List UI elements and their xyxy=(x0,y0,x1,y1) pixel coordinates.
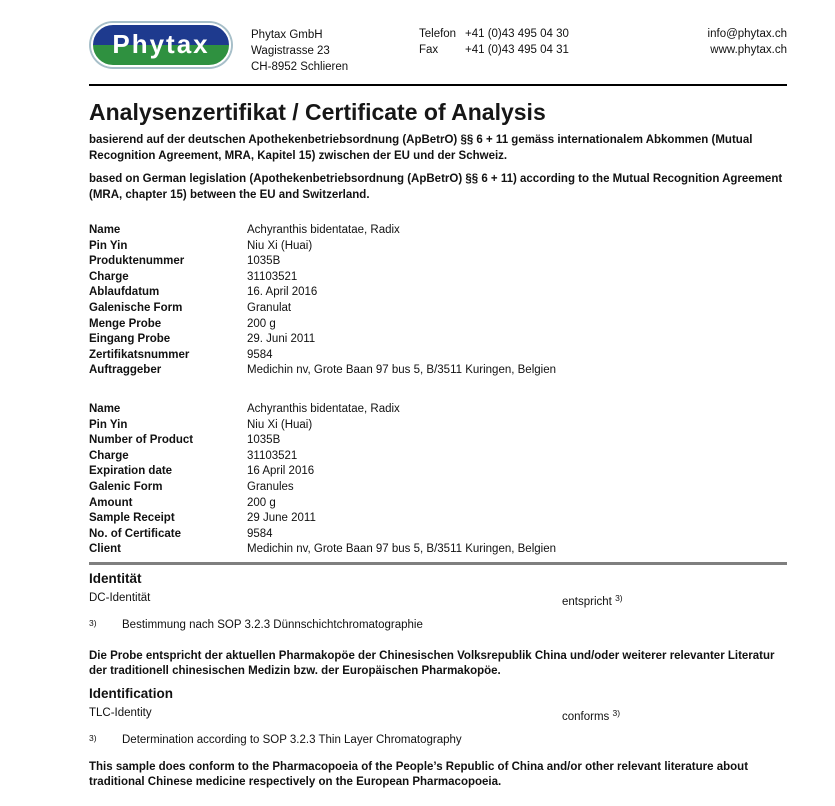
telefon-label: Telefon xyxy=(419,28,457,40)
detail-label: Produktenummer xyxy=(89,255,185,268)
detail-label: Number of Product xyxy=(89,434,194,447)
detail-value: Granules xyxy=(247,480,294,493)
detail-value: 1035B xyxy=(247,255,281,268)
fax-number: +41 (0)43 495 04 31 xyxy=(465,44,569,56)
detail-value: Niu Xi (Huai) xyxy=(247,418,313,431)
footnote-marker: 3) xyxy=(89,617,97,628)
detail-value: 29. Juni 2011 xyxy=(247,333,316,346)
detail-value: 31103521 xyxy=(247,449,298,462)
details-block-de xyxy=(89,223,787,379)
identity-heading-en: Identification xyxy=(89,685,173,701)
conclusion-en: This sample does conform to the Pharmacopoeia of the People’s Republic of China and/or other relevant literature about traditional Chinese medicine respectively on the European Pharmacopoeia. xyxy=(89,760,749,789)
detail-value: 16. April 2016 xyxy=(247,286,318,299)
footnote-ref: 3) xyxy=(615,592,623,603)
detail-row xyxy=(89,348,787,364)
detail-value: 9584 xyxy=(247,348,273,361)
detail-label: Galenic Form xyxy=(89,480,163,493)
detail-row xyxy=(89,527,787,543)
logo-wordmark: Phytax xyxy=(112,29,210,59)
website-url: www.phytax.ch xyxy=(710,44,787,56)
detail-value: 29 June 2011 xyxy=(247,512,316,525)
detail-label: Name xyxy=(89,224,121,236)
detail-label: Zertifikatsnummer xyxy=(89,348,190,361)
test-result-en: conforms $^{3)}$ xyxy=(562,707,621,723)
test-label-en: TLC-Identity xyxy=(89,706,152,719)
detail-value: 1035B xyxy=(247,434,281,447)
detail-label: Charge xyxy=(89,449,129,462)
detail-row xyxy=(89,433,787,449)
detail-row xyxy=(89,317,787,333)
contact-block xyxy=(708,23,787,58)
detail-value: Achyranthis bidentatae, Radix xyxy=(247,402,400,415)
details-block-en xyxy=(89,402,787,558)
identity-test-row-en xyxy=(89,706,787,723)
detail-value: Granulat xyxy=(247,301,292,314)
page-title: Analysenzertifikat / Certificate of Analysis xyxy=(89,99,546,125)
detail-row xyxy=(89,285,787,301)
intro-paragraph-en: based on German legislation (Apothekenbetriebsordnung (ApBetrO) §§ 6 + 11) according to the Mutual Recognition Agreement (MRA, chapter 15) between the EU and Switzerland. xyxy=(89,173,783,201)
detail-label: Sample Receipt xyxy=(89,512,175,525)
detail-label: Pin Yin xyxy=(89,418,128,431)
detail-row xyxy=(89,480,787,496)
detail-label: Eingang Probe xyxy=(89,333,171,346)
detail-row xyxy=(89,254,787,270)
detail-value: 31103521 xyxy=(247,270,298,283)
detail-label: Expiration date xyxy=(89,465,173,478)
detail-value: 200 g xyxy=(247,317,276,330)
detail-label: Pin Yin xyxy=(89,239,128,252)
detail-row xyxy=(89,332,787,348)
identity-heading-de: Identität xyxy=(89,570,142,586)
detail-row xyxy=(89,496,787,512)
detail-label: Client xyxy=(89,543,121,556)
footnote-ref: 3) xyxy=(612,707,621,718)
detail-label: No. of Certificate xyxy=(89,527,182,540)
telefon-number: +41 (0)43 495 04 30 xyxy=(465,28,569,40)
detail-row xyxy=(89,270,787,286)
detail-value: Medichin nv, Grote Baan 97 bus 5, B/3511 Kuringen, Belgien xyxy=(247,543,556,556)
fax-label: Fax xyxy=(419,44,439,56)
footnote-marker: 3) xyxy=(89,732,97,743)
company-address xyxy=(251,23,419,75)
detail-value: 200 g xyxy=(247,496,276,509)
header-divider xyxy=(89,84,787,86)
detail-row xyxy=(89,301,787,317)
detail-label: Menge Probe xyxy=(89,317,162,330)
footnote-en xyxy=(89,733,787,748)
detail-label: Charge xyxy=(89,270,129,283)
detail-label: Name xyxy=(89,402,121,415)
detail-row xyxy=(89,511,787,527)
email-address: info@phytax.ch xyxy=(707,28,787,40)
letterhead xyxy=(89,0,787,75)
detail-label: Auftraggeber xyxy=(89,364,162,377)
phone-block xyxy=(419,23,569,58)
detail-label: Ablaufdatum xyxy=(89,286,160,299)
company-name: Phytax GmbH xyxy=(251,29,323,41)
detail-row xyxy=(89,464,787,480)
detail-value: 9584 xyxy=(247,527,273,540)
conclusion-de: Die Probe entspricht der aktuellen Pharmakopöe der Chinesischen Volksrepublik China und/oder weiterer relevanter Literatur der traditionell chinesischen Medizin bzw. der Europäischen Pharmakopöe. xyxy=(89,649,775,678)
detail-row xyxy=(89,239,787,255)
detail-value: Medichin nv, Grote Baan 97 bus 5, B/3511 Kuringen, Belgien xyxy=(247,364,556,377)
detail-row xyxy=(89,542,787,558)
detail-row xyxy=(89,363,787,379)
footnote-text-en: Determination according to SOP 3.2.3 Thin Layer Chromatography xyxy=(122,733,462,746)
detail-value: 16 April 2016 xyxy=(247,465,315,478)
detail-row xyxy=(89,449,787,465)
phytax-logo xyxy=(91,23,231,67)
intro-paragraph-de: basierend auf der deutschen Apothekenbetriebsordnung (ApBetrO) §§ 6 + 11 gemäss internationalem Abkommen (Mutual Recognition Agreement, MRA, Kapitel 15) zwischen der EU und der Schweiz. xyxy=(89,134,753,162)
detail-row xyxy=(89,402,787,418)
detail-value: Achyranthis bidentatae, Radix xyxy=(247,224,400,236)
test-result-de: entspricht $^{3)}$ xyxy=(562,592,623,608)
footnote-text-de: Bestimmung nach SOP 3.2.3 Dünnschichtchromatographie xyxy=(122,618,423,631)
test-label-de: DC-Identität xyxy=(89,591,151,604)
detail-row xyxy=(89,418,787,434)
detail-row xyxy=(89,223,787,239)
footnote-de xyxy=(89,618,787,633)
detail-label: Galenische Form xyxy=(89,301,183,314)
detail-value: Niu Xi (Huai) xyxy=(247,239,313,252)
detail-label: Amount xyxy=(89,496,133,509)
section-divider xyxy=(89,562,787,565)
company-city: CH-8952 Schlieren xyxy=(251,61,349,73)
identity-test-row-de xyxy=(89,591,787,608)
company-street: Wagistrasse 23 xyxy=(251,45,330,57)
